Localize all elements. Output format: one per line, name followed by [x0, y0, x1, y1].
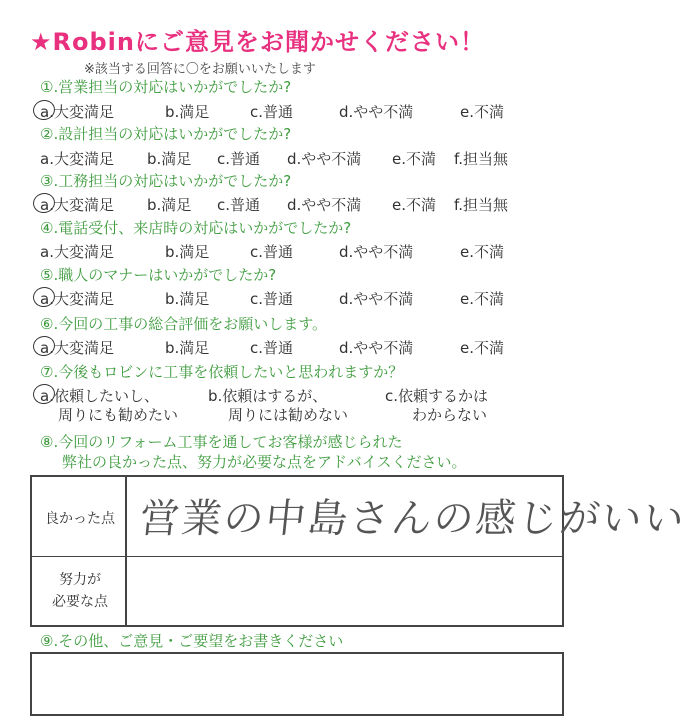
q2-option-d[interactable]: d.やや不満 [287, 150, 362, 168]
q3-option-e[interactable]: e.不満 [392, 196, 436, 214]
question-7: ⑦.今後もロビンに工事を依頼したいと思われますか？ [40, 363, 404, 381]
q1-option-d[interactable]: d.やや不満 [339, 103, 414, 121]
q5-option-a[interactable]: a.大変満足 [40, 290, 114, 308]
good-points-handwriting[interactable]: 営業の中島さんの感じがいい [137, 496, 689, 542]
question-4: ④.電話受付、来店時の対応はいかがでしたか? [40, 219, 352, 237]
question-5: ⑤.職人のマナーはいかがでしたか? [40, 266, 277, 284]
q6-option-e[interactable]: e.不満 [460, 339, 504, 357]
q7-option-c[interactable]: c.依頼するかは [385, 387, 489, 405]
question-8: ⑧.今回のリフォーム工事を通してお客様が感じられた [40, 433, 403, 451]
q2-option-b[interactable]: b.満足 [147, 150, 192, 168]
good-points-label: 良かった点 [45, 511, 115, 527]
q4-option-c[interactable]: c.普通 [250, 243, 294, 261]
q2-option-c[interactable]: c.普通 [217, 150, 261, 168]
q3-option-d[interactable]: d.やや不満 [287, 196, 362, 214]
q5-option-b[interactable]: b.満足 [165, 290, 210, 308]
question-8-line2: 弊社の良かった点、努力が必要な点をアドバイスください。 [62, 453, 467, 471]
q4-option-d[interactable]: d.やや不満 [339, 243, 414, 261]
q2-option-f[interactable]: f.担当無 [454, 150, 508, 168]
improvement-label: 努力が [59, 572, 101, 588]
q6-option-c[interactable]: c.普通 [250, 339, 294, 357]
q6-option-d[interactable]: d.やや不満 [339, 339, 414, 357]
form-title: ★Robinにご意見をお聞かせください！ [30, 28, 485, 56]
question-6: ⑥.今回の工事の総合評価をお願いします。 [40, 315, 328, 333]
q3-option-c[interactable]: c.普通 [217, 196, 261, 214]
q7-option-b[interactable]: b.依頼はするが、 [208, 387, 328, 405]
feedback-table [30, 475, 689, 627]
q3-option-a[interactable]: a.大変満足 [40, 196, 114, 214]
question-3: ③.工務担当の対応はいかがでしたか? [40, 172, 292, 190]
q7-option-a[interactable]: a.依頼したいし、 [40, 387, 159, 405]
q1-option-b[interactable]: b.満足 [165, 103, 210, 121]
q5-option-e[interactable]: e.不満 [460, 290, 504, 308]
q6-option-b[interactable]: b.満足 [165, 339, 210, 357]
q5-option-c[interactable]: c.普通 [250, 290, 294, 308]
q7-option-c-line2: わからない [412, 406, 488, 424]
question-9: ⑨.その他、ご意見・ご要望をお書きください [40, 632, 344, 650]
q7-option-a-line2: 周りにも勧めたい [58, 406, 179, 424]
q1-option-c[interactable]: c.普通 [250, 103, 294, 121]
q3-option-f[interactable]: f.担当無 [454, 196, 508, 214]
other-comments-box[interactable] [30, 652, 564, 716]
q6-option-a[interactable]: a.大変満足 [40, 339, 114, 357]
q5-option-d[interactable]: d.やや不満 [339, 290, 414, 308]
q1-option-e[interactable]: e.不満 [460, 103, 504, 121]
question-1: ①.営業担当の対応はいかがでしたか? [40, 78, 292, 96]
improvement-label-line2: 必要な点 [52, 594, 108, 610]
instruction-note: ※該当する回答に〇をお願いいたします [84, 62, 316, 77]
q3-option-b[interactable]: b.満足 [147, 196, 192, 214]
question-2: ②.設計担当の対応はいかがでしたか? [40, 125, 292, 143]
q2-option-a[interactable]: a.大変満足 [40, 150, 114, 168]
q4-option-b[interactable]: b.満足 [165, 243, 210, 261]
q7-option-b-line2: 周りには勧めない [228, 406, 349, 424]
q4-option-e[interactable]: e.不満 [460, 243, 504, 261]
q2-option-e[interactable]: e.不満 [392, 150, 436, 168]
table-divider [125, 477, 127, 625]
q1-option-a[interactable]: a.大変満足 [40, 103, 114, 121]
q4-option-a[interactable]: a.大変満足 [40, 243, 114, 261]
